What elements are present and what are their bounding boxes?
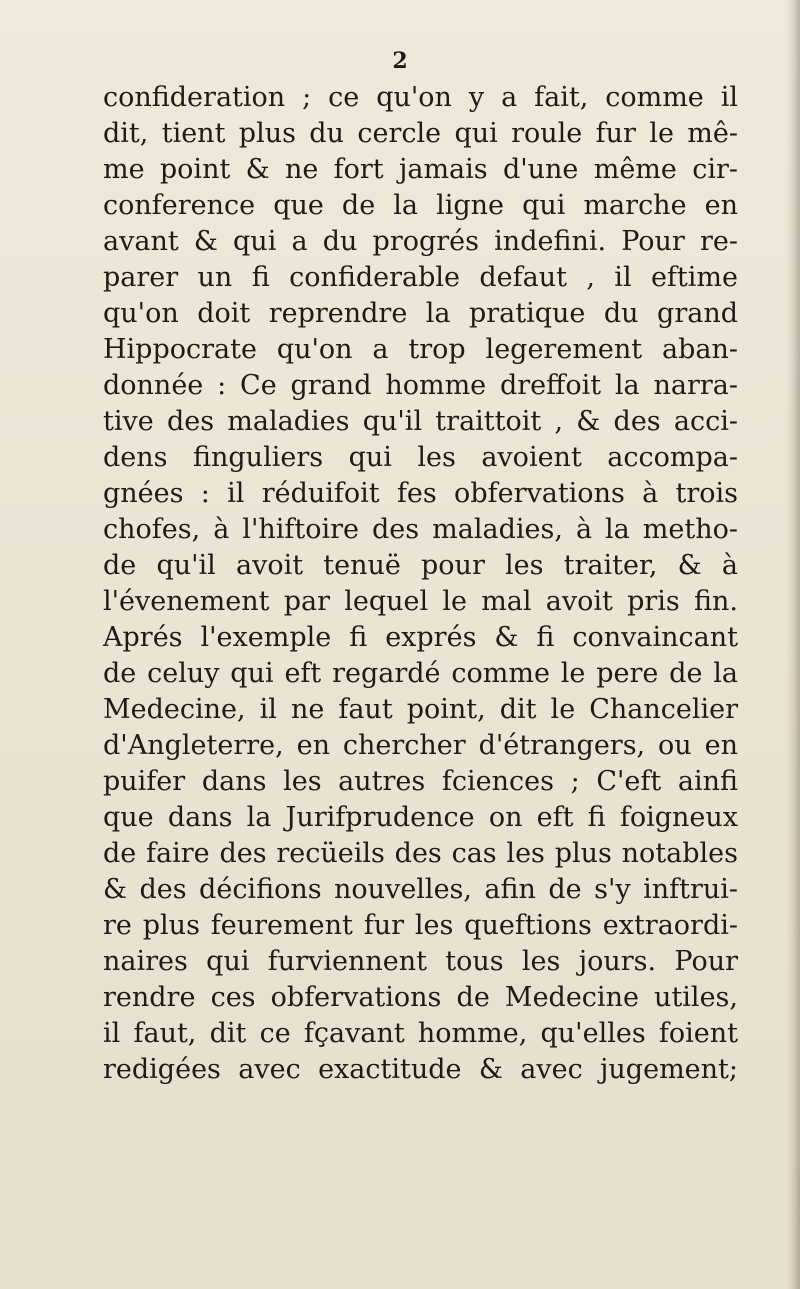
text-line: de qu'il avoit tenuë pour les traiter, & à bbox=[103, 550, 738, 581]
text-line: de faire des recüeils des cas les plus notables bbox=[103, 838, 738, 869]
text-line: naires qui furviennent tous les jours. Pour bbox=[103, 946, 738, 977]
text-line: confideration ; ce qu'on y a fait, comme il bbox=[103, 82, 738, 113]
text-line: & des décifions nouvelles, afin de s'y inftrui- bbox=[103, 874, 738, 905]
text-line: Aprés l'exemple fi exprés & fi convaincant bbox=[103, 622, 738, 653]
text-line: me point & ne fort jamais d'une même cir- bbox=[103, 154, 738, 185]
text-line: dens finguliers qui les avoient accompa- bbox=[103, 442, 738, 473]
text-line: gnées : il réduifoit fes obfervations à trois bbox=[103, 478, 738, 509]
text-line: il faut, dit ce fçavant homme, qu'elles foient bbox=[103, 1018, 738, 1049]
text-line: puifer dans les autres fciences ; C'eft ainfi bbox=[103, 766, 738, 797]
text-line: avant & qui a du progrés indefini. Pour re- bbox=[103, 226, 738, 257]
text-line: que dans la Jurifprudence on eft fi foigneux bbox=[103, 802, 738, 833]
text-line: d'Angleterre, en chercher d'étrangers, ou en bbox=[103, 730, 738, 761]
page-number: 2 bbox=[392, 48, 408, 74]
text-line: conference que de la ligne qui marche en bbox=[103, 190, 738, 221]
text-line: Medecine, il ne faut point, dit le Chancelier bbox=[103, 694, 738, 725]
text-line: donnée : Ce grand homme dreffoit la narra- bbox=[103, 370, 738, 401]
text-line: Hippocrate qu'on a trop legerement aban- bbox=[103, 334, 738, 365]
page-edge bbox=[786, 0, 800, 1289]
text-line: l'évenement par lequel le mal avoit pris fin. bbox=[103, 586, 738, 617]
text-line: tive des maladies qu'il traittoit , & des acci- bbox=[103, 406, 738, 437]
text-line: rendre ces obfervations de Medecine utiles, bbox=[103, 982, 738, 1013]
text-line: de celuy qui eft regardé comme le pere de la bbox=[103, 658, 738, 689]
text-line: parer un fi confiderable defaut , il eftime bbox=[103, 262, 738, 293]
text-line: redigées avec exactitude & avec jugement; bbox=[103, 1054, 738, 1085]
text-line: re plus feurement fur les queftions extraordi- bbox=[103, 910, 738, 941]
text-line: chofes, à l'hiftoire des maladies, à la metho- bbox=[103, 514, 738, 545]
text-line: qu'on doit reprendre la pratique du grand bbox=[103, 298, 738, 329]
body-text bbox=[103, 80, 738, 1088]
text-line: dit, tient plus du cercle qui roule fur le mê- bbox=[103, 118, 738, 149]
